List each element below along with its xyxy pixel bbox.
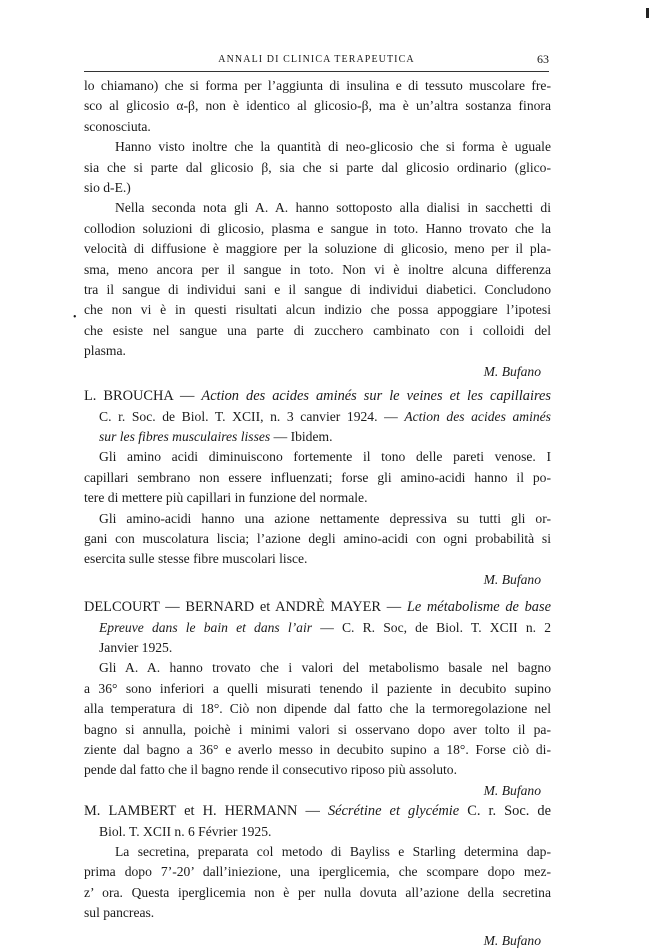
article-title: Le métabolisme de base [406,599,551,616]
text-line: sia che si parte dal glicosio β, sia che si parte dal glicosio ordinario (glico- [84,159,551,175]
citation: C. r. Soc. de Biol. T. XCII, n. 3 canvier 1924. — [99,408,398,424]
scan-mark [646,8,649,18]
article-2 [84,386,551,590]
article-3 [84,597,551,801]
text-line: Gli amino-acidi hanno una azione nettamente depressiva su tutti gli or- [99,510,551,526]
signature: M. Bufano [483,571,541,587]
text-line: alla temperatura di 18°. Ciò non dipende dal fatto che la termoregolazione nel [84,701,551,717]
text-line: gani con muscolatura liscia; l’azione degli amino-acidi con ogni probabilità si [84,530,551,546]
text-line: lo chiamano) che si forma per l’aggiunta di insulina e di tessuto muscolare fre- [84,78,551,93]
text-line: prima dopo 7’-20’ dall’iniezione, una iperglicemia, che scompare dopo mez- [84,864,551,880]
text-line: Hanno visto inoltre che la quantità di neo-glicosio che si forma è uguale [115,139,551,155]
text-line: tere di mettere più capillari in funzione del normale. [84,490,368,506]
text-line: esercita sulle stesse fibre muscolari lisce. [84,551,308,567]
text-line: capillari sembrano non essere influenzati; forse gli amino-acidi hanno il po- [84,469,551,485]
page-number: 63 [537,52,549,66]
text-line: Gli A. A. hanno trovato che i valori del metabolismo basale nel bagno [99,660,551,676]
signature: M. Bufano [483,363,541,379]
text-line: tra il sangue di individui sani e il sangue di individui diabetici. Concludono [84,282,551,298]
entry-heading-line [84,407,551,427]
text-line: sul pancreas. [84,905,155,921]
citation: — Ibidem. [273,428,333,444]
entry-heading-line [84,618,551,638]
article-title: Epreuve dans le bain et dans l’air [99,619,313,635]
signature: M. Bufano [483,932,541,948]
article-title: Sécrétine et glycémie [327,803,460,820]
article-1 [84,76,551,382]
text-line: sma, meno ancora per il sangue in toto. Non vi è inoltre alcuna differenza [84,261,551,277]
text-line: che esiste nel sangue una parte di zucchero cambinato con i colloidi del [84,322,551,338]
entry-heading-line [84,386,551,406]
article-title: sur les fibres musculaires lisses [99,428,271,444]
text-line: sio d-E.) [84,180,131,196]
entry-heading-line [84,597,551,617]
citation: C. r. Soc. de [467,803,551,820]
text-line: Gli amino acidi diminuiscono fortemente il tono delle pareti venose. I [99,449,551,465]
article-title: Action des acides aminés sur le veines et les capillaires [201,388,551,405]
text-line: velocità di diffusione è maggiore per la soluzione di glicosio, meno per il pla- [84,241,551,257]
margin-mark: • [73,312,77,323]
text-line: La secretina, preparata col metodo di Bayliss e Starling determina dap- [115,844,551,860]
text-line: pende dal fatto che il bagno rende il consecutivo riposo più assoluto. [84,762,457,778]
citation: — C. R. Soc, de Biol. T. XCII n. 2 [320,619,551,635]
entry-heading-line [84,801,551,821]
text-line: sco al glicosio α-β, non è identico al glicosio-β, ma è un’altra sostanza finora [84,98,551,114]
header-rule [84,71,549,72]
text-line: ziente dal bagno a 36° e averlo messo in decubito supino a 18°. Forse ciò di- [84,742,551,757]
text-line: z’ ora. Questa iperglicemia non è per nulla dovuta all’azione della secretina [84,884,551,900]
text-line: sconosciuta. [84,118,151,134]
author: L. BROUCHA — [84,388,195,405]
article-title: Action des acides aminés [404,408,551,424]
entry-heading-line [84,427,551,447]
page-body [84,76,551,951]
text-line: plasma. [84,343,126,359]
signature: M. Bufano [483,782,541,798]
citation: Biol. T. XCII n. 6 Février 1925. [99,823,272,839]
text-line: bagno si annulla, poichè i minimi valori si osservano dopo aver tolto il pa- [84,721,551,737]
text-line: Nella seconda nota gli A. A. hanno sottoposto alla dialisi in sacchetti di [115,200,551,216]
article-4 [84,801,551,951]
running-title: ANNALI DI CLINICA TERAPEUTICA [218,54,415,65]
text-line: che non vi è in questi risultati alcun indizio che possa appoggiare l’ipotesi [84,302,551,318]
text-line: a 36° sono inferiori a quelli misurati tenendo il paziente in decubito supino [84,680,551,696]
citation: Janvier 1925. [99,639,173,655]
text-line: collodion soluzioni di glicosio, plasma e sangue in toto. Hanno trovato che la [84,220,551,236]
running-header [84,52,549,70]
author: DELCOURT — BERNARD et ANDRÈ MAYER — [84,599,402,616]
author: M. LAMBERT et H. HERMANN — [84,803,320,820]
